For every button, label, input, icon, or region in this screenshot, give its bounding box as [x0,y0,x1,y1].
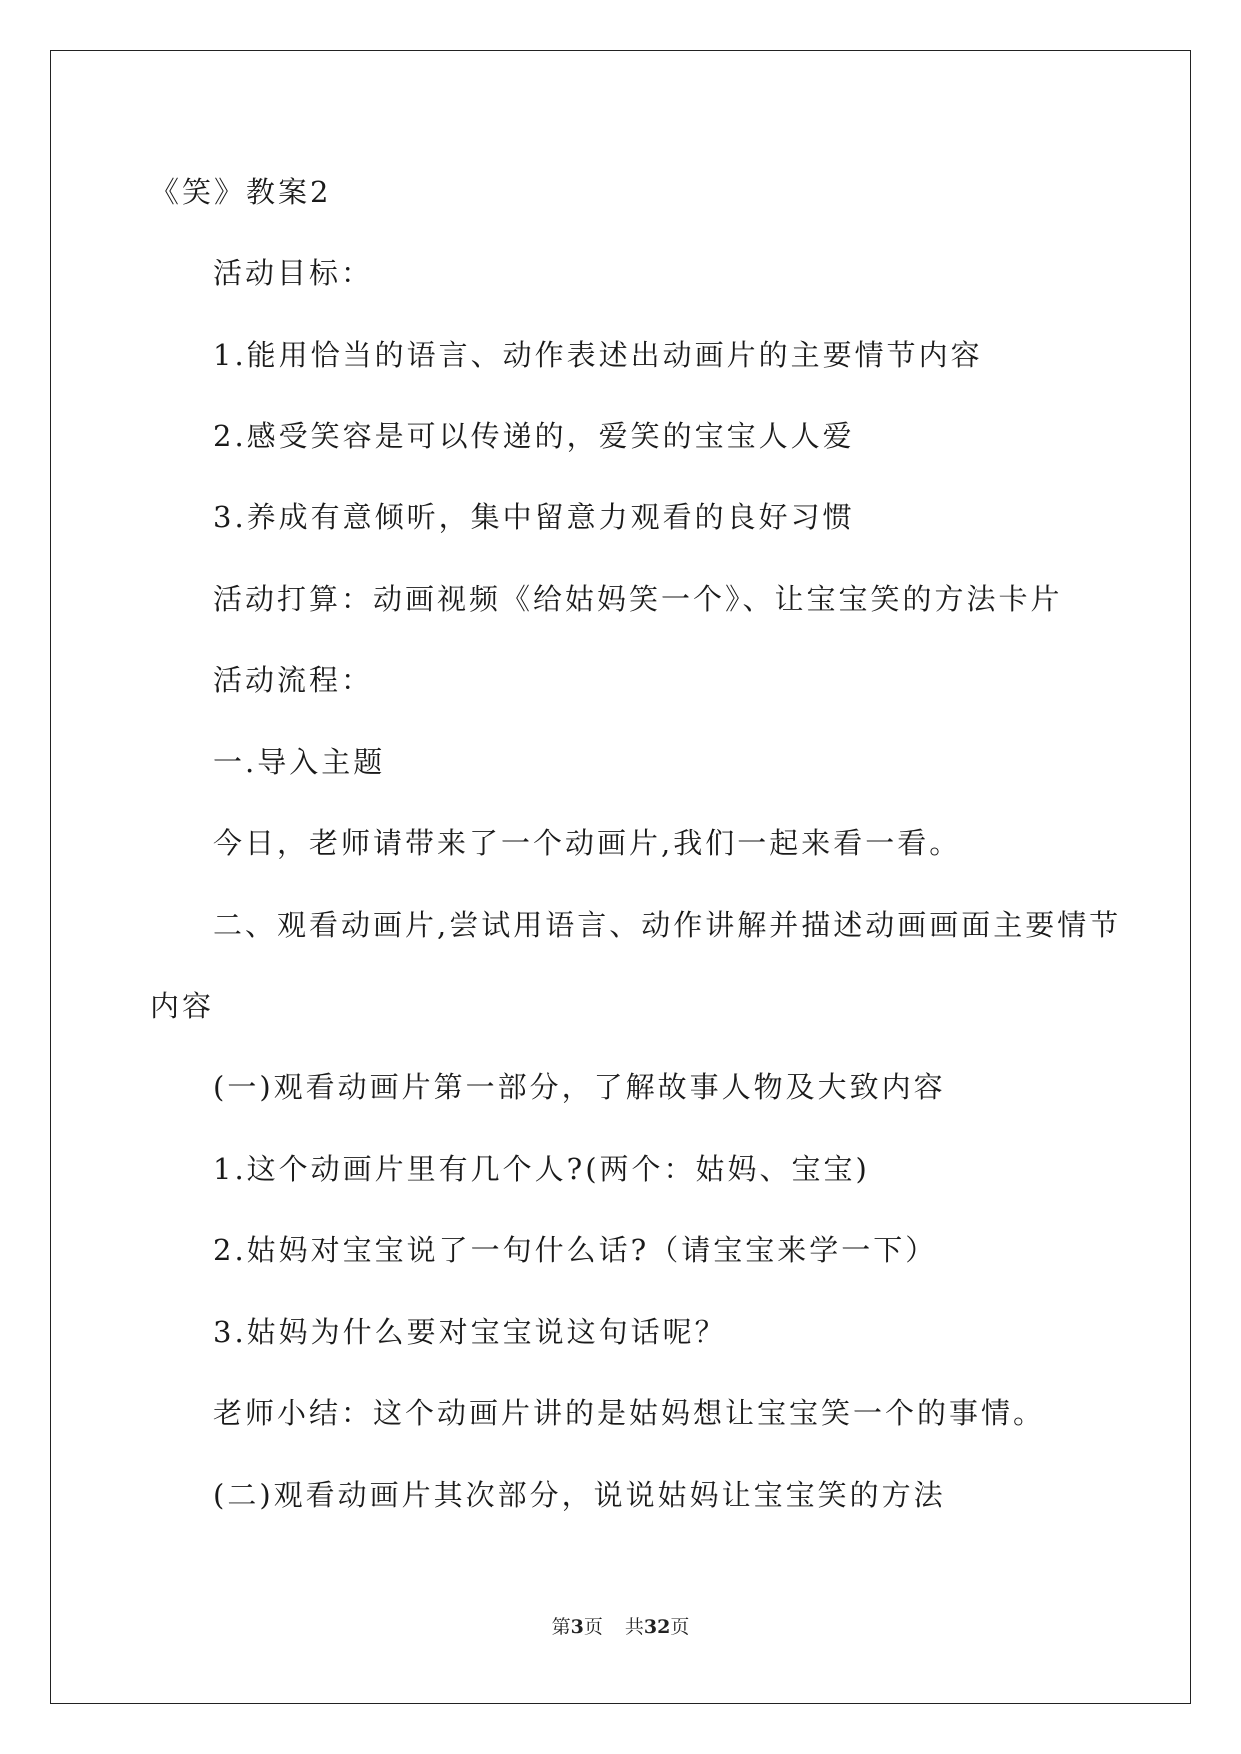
subsection-heading-2: (二)观看动画片其次部分，说说姑妈让宝宝笑的方法 [213,1478,946,1512]
question-item-2: 2.姑妈对宝宝说了一句什么话?（请宝宝来学一下） [213,1233,938,1267]
footer-total-prefix: 共 [624,1616,644,1638]
footer-total-suffix: 页 [670,1616,690,1638]
step-heading-2: 二、观看动画片,尝试用语言、动作讲解并描述动画画面主要情节 [213,908,1122,942]
objective-item-1: 1.能用恰当的语言、动作表述出动画片的主要情节内容 [213,338,983,372]
objective-item-3: 3.养成有意倾听，集中留意力观看的良好习惯 [213,500,855,534]
step-heading-1: 一.导入主题 [213,745,386,779]
subsection-heading-1: (一)观看动画片第一部分，了解故事人物及大致内容 [213,1070,946,1104]
footer-page-current: 3 [570,1616,584,1638]
footer-page-prefix: 第 [551,1616,571,1638]
document-title: 《笑》教案2 [150,175,332,209]
section-heading-process: 活动流程： [213,663,374,697]
preparation-paragraph: 活动打算：动画视频《给姑妈笑一个》、让宝宝笑的方法卡片 [213,582,1063,616]
question-item-1: 1.这个动画片里有几个人?(两个：姑妈、宝宝) [213,1152,870,1186]
teacher-summary: 老师小结：这个动画片讲的是姑妈想让宝宝笑一个的事情。 [213,1396,1046,1430]
step-heading-2-continuation: 内容 [150,989,215,1023]
paragraph-intro: 今日，老师请带来了一个动画片,我们一起来看一看。 [213,826,962,860]
section-heading-objectives: 活动目标： [213,256,374,290]
question-item-3: 3.姑妈为什么要对宝宝说这句话呢？ [213,1315,727,1349]
page-footer [0,1612,1241,1639]
footer-page-total: 32 [643,1616,671,1638]
footer-page-suffix: 页 [583,1616,603,1638]
page-border [50,50,1191,1704]
objective-item-2: 2.感受笑容是可以传递的，爱笑的宝宝人人爱 [213,419,855,453]
